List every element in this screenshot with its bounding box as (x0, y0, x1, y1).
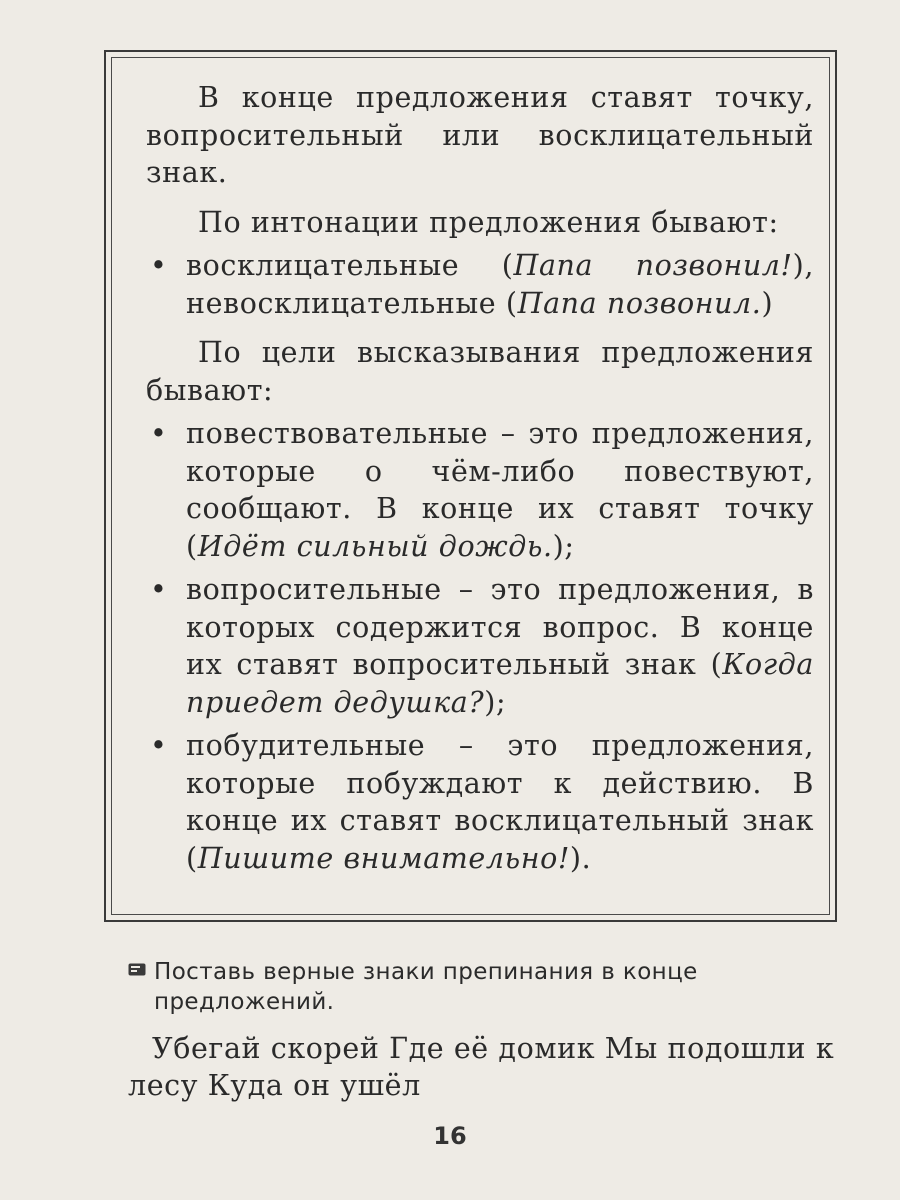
intonation-text-1: восклицательные ( (186, 249, 514, 282)
declarative-tail: ); (552, 529, 575, 563)
rule-paragraph-purpose: По цели высказывания предложения бывают: (146, 336, 814, 407)
example-interrogative: Когда приедет дедушка? (186, 648, 814, 719)
interrogative-tail: ); (484, 685, 507, 719)
declarative-text: повествовательные – это предложения, которые о чём-либо повествуют, сообщают. В конце их ставят точку ( (186, 417, 814, 563)
example-declarative: Идёт сильный дождь. (197, 529, 553, 563)
page-number: 16 (433, 1122, 467, 1150)
list-item-imperative (146, 727, 814, 877)
rule-content (146, 79, 814, 877)
task-instruction (128, 957, 848, 1017)
interrogative-text: вопросительные – это предложения, в которых содержится вопрос. В конце их ставят вопросительный знак ( (186, 573, 814, 681)
hand-pointer-icon (128, 963, 146, 976)
task-text: Поставь верные знаки препинания в конце предложений. (154, 959, 698, 1015)
exercise-text: Убегай скорей Где её домик Мы подошли к лесу Куда он ушёл (128, 1032, 835, 1102)
rule-paragraph-punctuation: В конце предложения ставят точку, вопросительный или восклицательный знак. (146, 81, 814, 189)
rule-box (104, 50, 837, 922)
example-non-exclamatory: Папа позвонил. (517, 286, 762, 320)
bullet-icon: • (150, 417, 168, 450)
list-item-intonation (146, 247, 814, 322)
list-item-interrogative (146, 571, 814, 721)
example-exclamatory: Папа позвонил! (513, 249, 793, 282)
list-item-declarative (146, 415, 814, 565)
bullet-icon: • (150, 729, 168, 762)
example-imperative: Пишите внимательно! (197, 841, 570, 875)
bullet-icon: • (150, 249, 168, 282)
intonation-text-3: ) (761, 286, 774, 320)
imperative-text: побудительные – это предложения, которые побуждают к действию. В конце их ставят восклицательный знак ( (186, 729, 814, 875)
intonation-list (146, 247, 814, 322)
bullet-icon: • (150, 573, 168, 606)
intonation-text-2: ), невосклицательные ( (186, 249, 814, 320)
imperative-tail: ). (569, 841, 592, 875)
purpose-list (146, 415, 814, 877)
rule-paragraph-intonation: По интонации предложения бывают: (198, 205, 779, 239)
